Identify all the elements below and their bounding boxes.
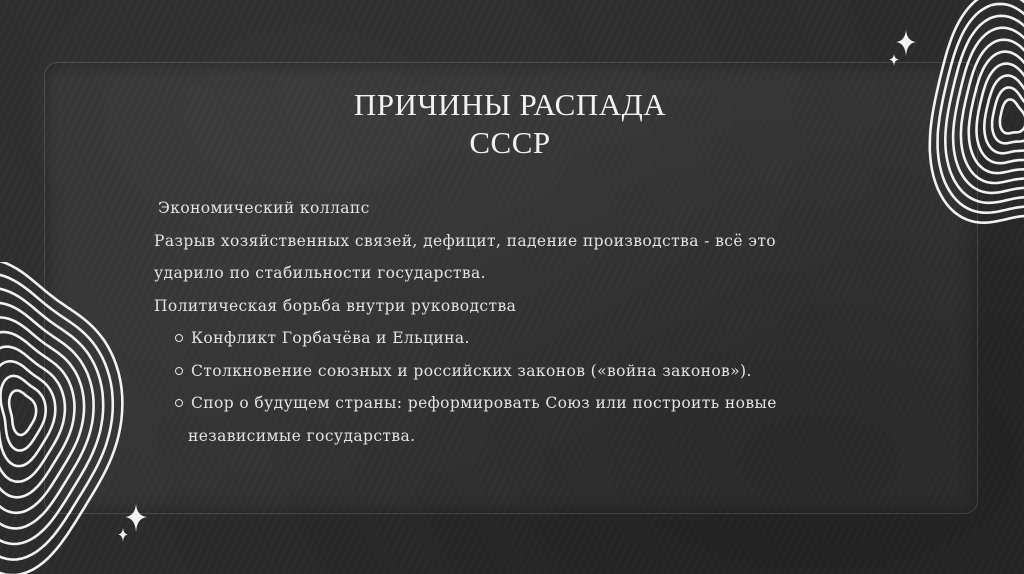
title-line-1: ПРИЧИНЫ РАСПАДА [353,87,667,122]
sparkle-icon [112,500,152,552]
bullet-circle-icon [175,399,183,407]
list-item-text: Конфликт Горбачёва и Ельцина. [191,329,470,347]
slide-body [154,192,874,452]
list-item [154,387,874,420]
list-item [154,322,874,355]
sparkle-icon [884,24,924,70]
wave-decoration-bottom-left [0,262,130,574]
heading-political-struggle: Политическая борьба внутри руководства [154,296,517,315]
bullet-circle-icon [175,334,183,342]
list-item-text: Спор о будущем страны: реформировать Союз или построить новые [191,394,777,412]
list-item-continuation: независимые государства. [188,426,416,445]
heading-economic-collapse: Экономический коллапс [158,199,370,217]
economic-text-line-2: ударило по стабильности государства. [154,264,486,282]
slide-title [44,86,976,162]
title-line-2: СССР [469,125,551,160]
list-item [154,355,874,388]
economic-text-line-1: Разрыв хозяйственных связей, дефицит, падение производства - всё это [154,231,777,250]
bullet-circle-icon [175,367,183,375]
list-item-text: Столкновение союзных и российских законов («война законов»). [191,361,752,380]
